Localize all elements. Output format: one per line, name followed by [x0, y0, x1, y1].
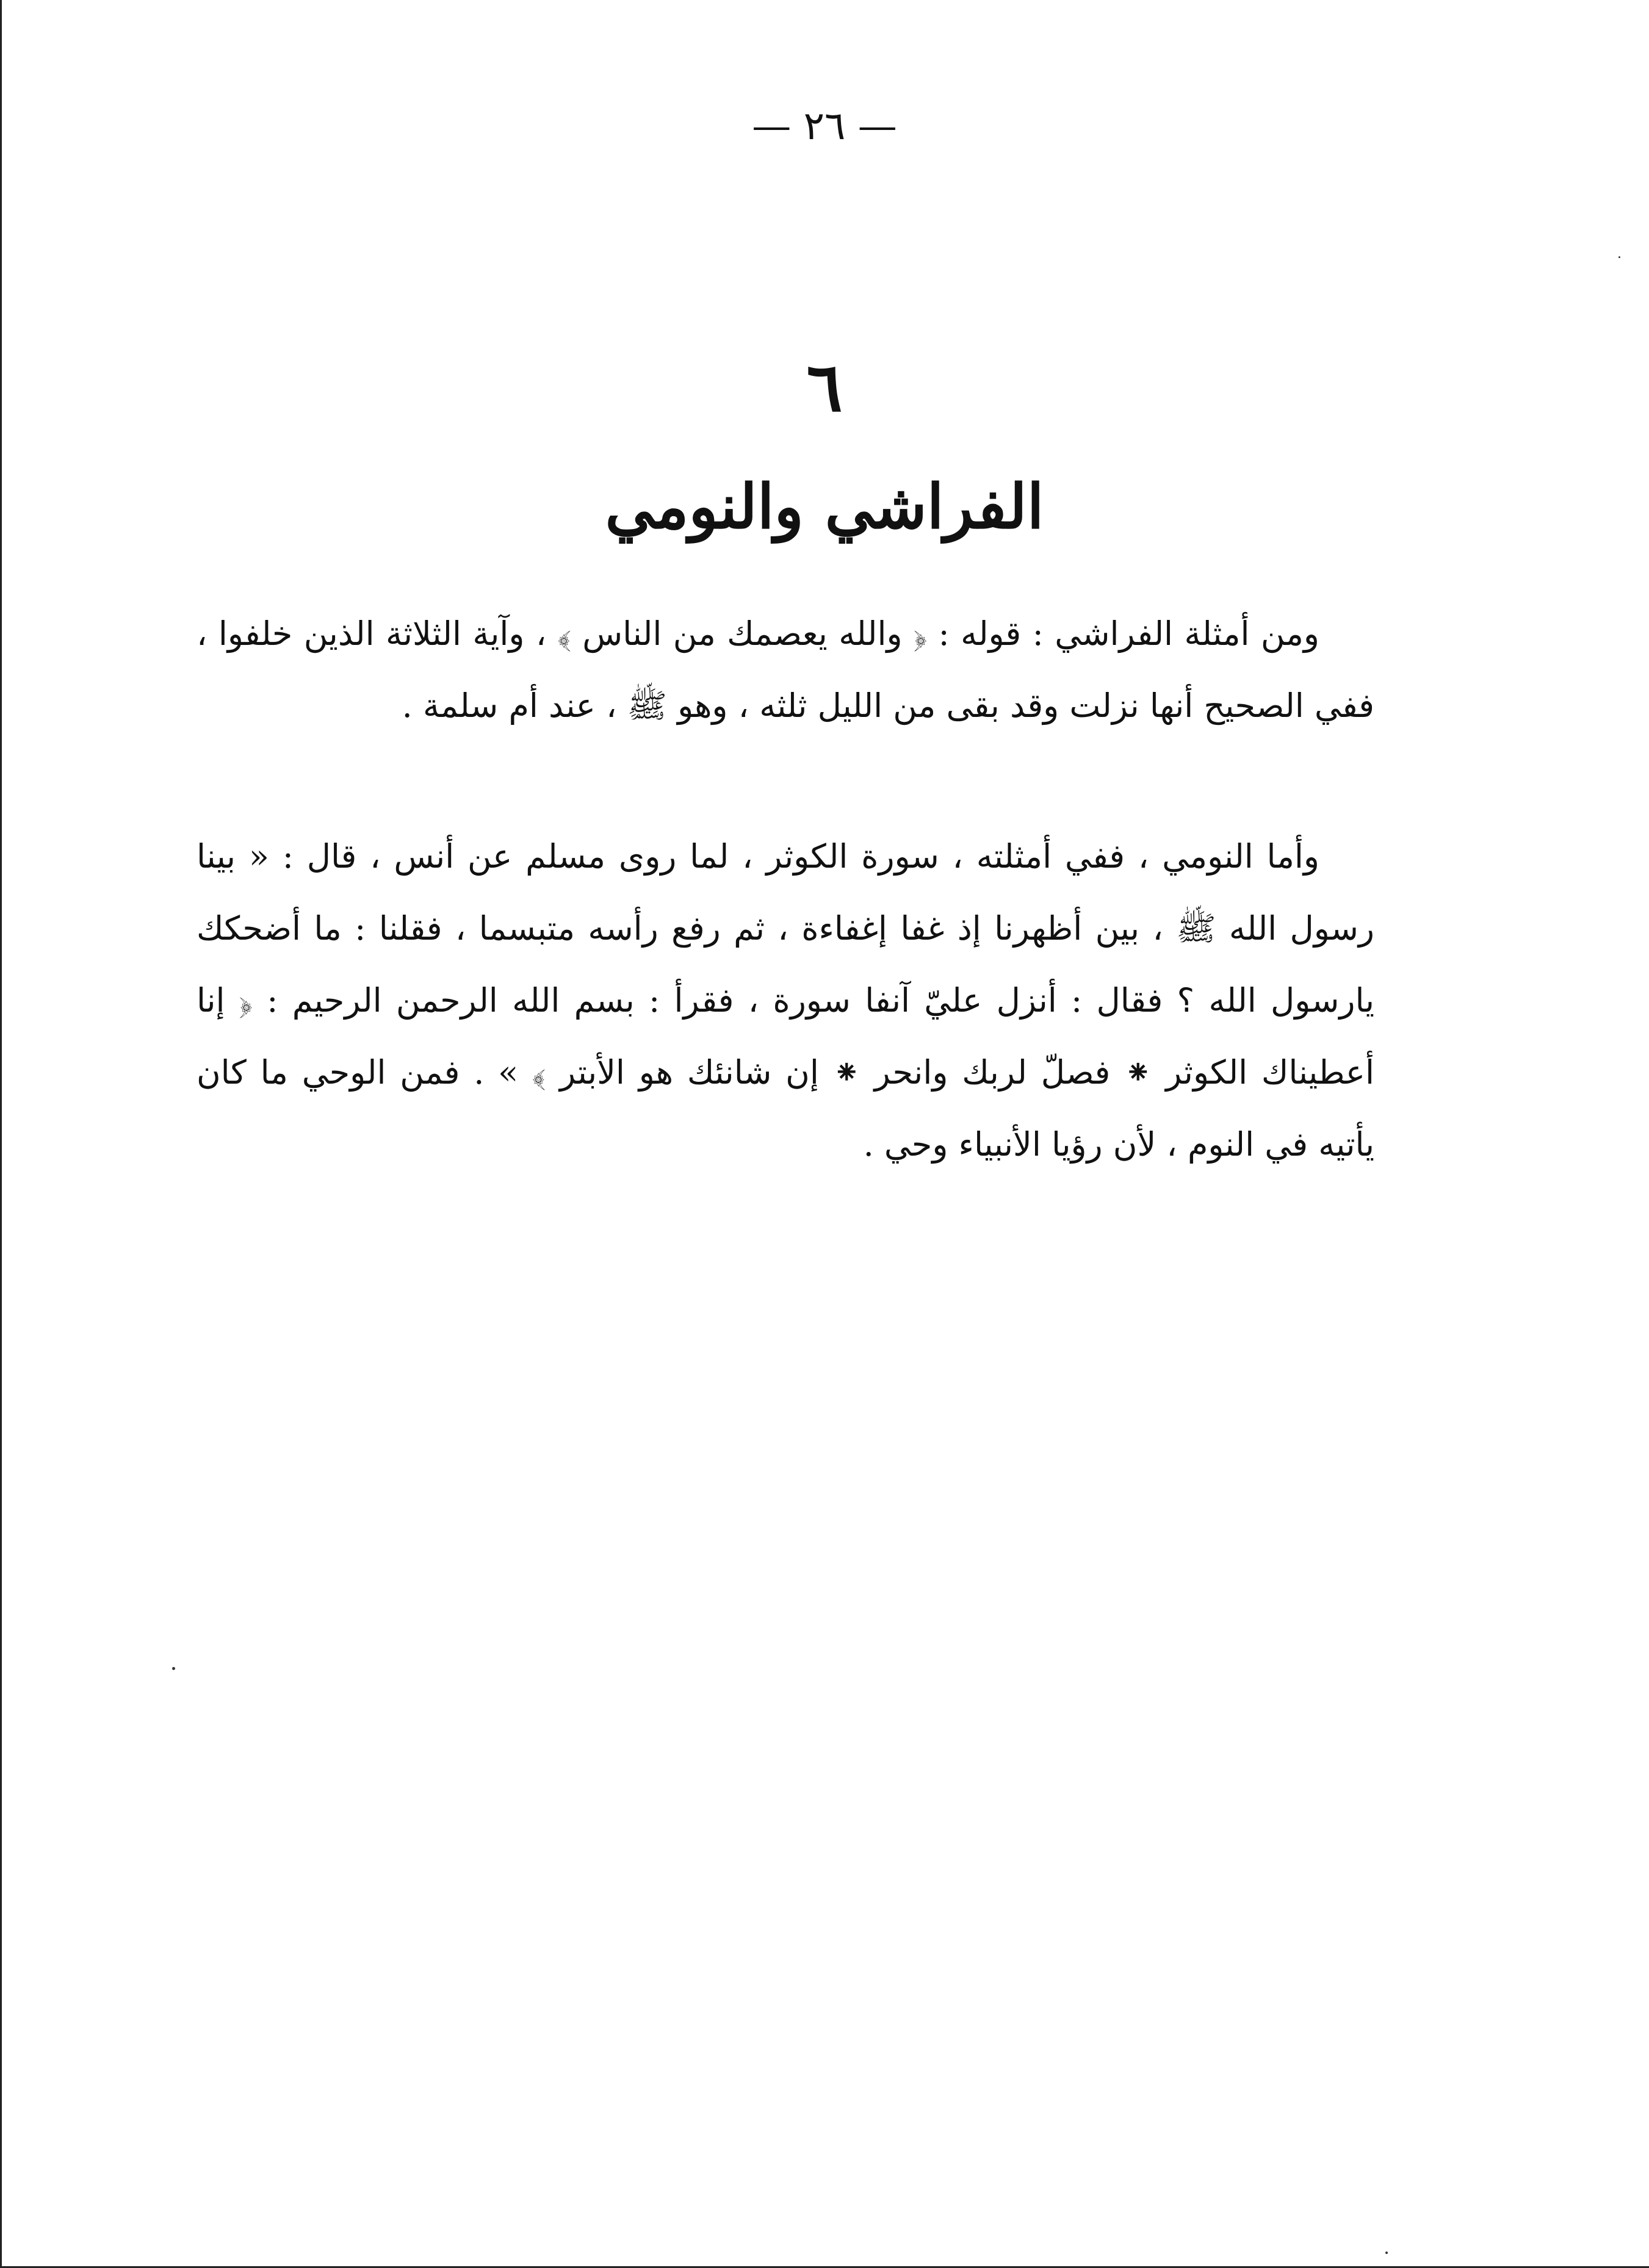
paragraph-text: ومن أمثلة الفراشي : قوله : ﴿ والله يعصمك من الناس ﴾ ، وآية الثلاثة الذين خلفوا ، ففي الصحيح أنها نزلت وقد بقى من الليل ثلثه ، وهو ﷺ ، عند أم سلمة . [197, 614, 1374, 725]
paragraph-firashi [197, 598, 1374, 742]
page-number: — ٢٦ — [752, 104, 897, 149]
paragraph-nawmi [197, 821, 1374, 1181]
scan-speck [1385, 2252, 1388, 2254]
paragraph-text: وأما النومي ، ففي أمثلته ، سورة الكوثر ، لما روى مسلم عن أنس ، قال : « بينا رسول الله ﷺ ، بين أظهرنا إذ غفا إغفاءة ، ثم رفع رأسه متبسما ، فقلنا : ما أضحكك يارسول الله ؟ فقال : أنزل عليّ آنفا سورة ، فقرأ : بسم الله الرحمن الرحيم : ﴿ إنا أعطيناك الكوثر ⁕ فصلّ لربك وانحر ⁕ إن شانئك هو الأبتر ﴾ » . فمن الوحي ما كان يأتيه في النوم ، لأن رؤيا الأنبياء وحي . [197, 837, 1374, 1164]
scan-speck [1618, 256, 1620, 258]
scan-speck [172, 1667, 175, 1670]
chapter-title: الفراشي والنومي [605, 470, 1044, 542]
chapter-number: ٦ [806, 348, 843, 427]
